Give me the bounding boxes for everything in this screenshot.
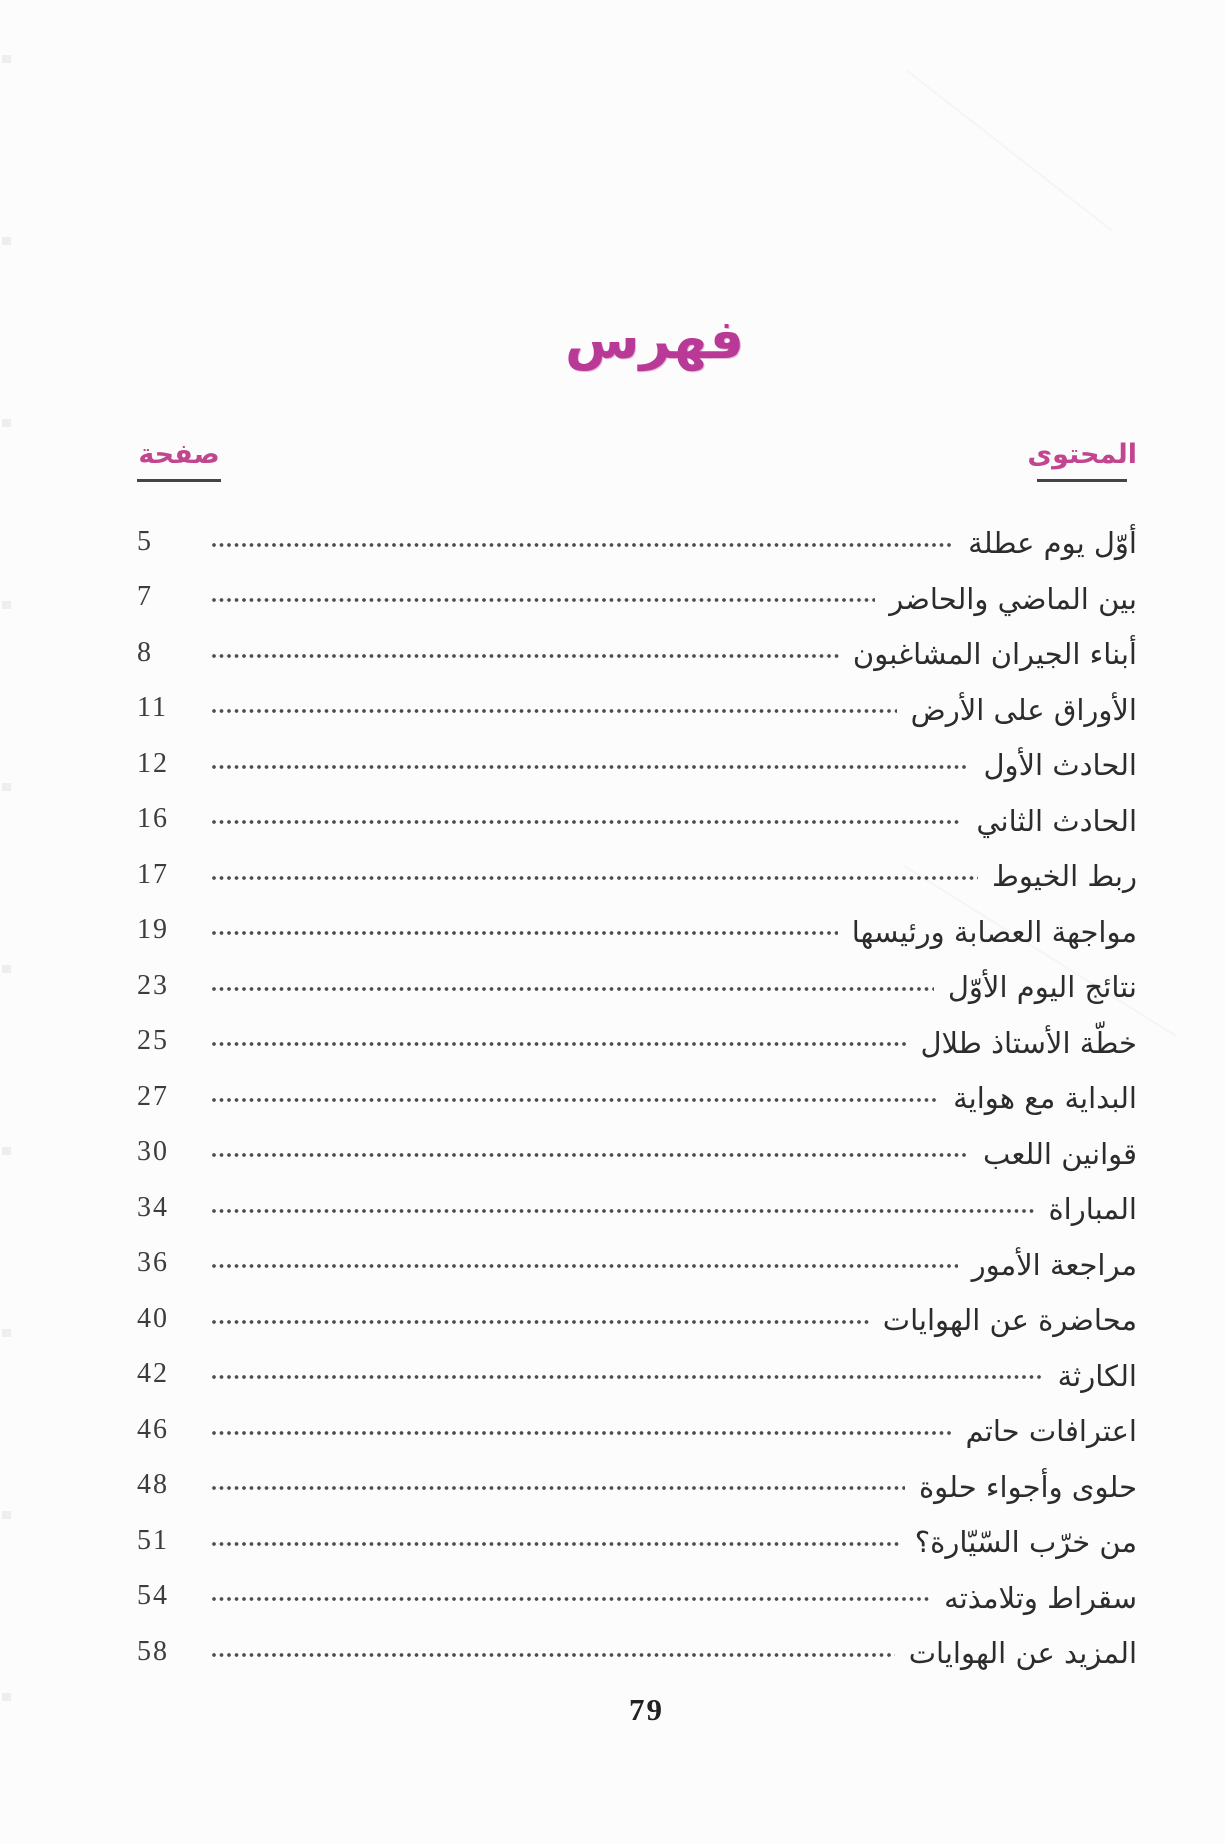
toc-entry [137,1394,1137,1450]
toc-entry [137,1561,1137,1617]
toc-entry [137,1505,1137,1561]
toc-leader-dots [211,1040,906,1048]
toc-entry [137,506,1137,562]
toc-entry-title: مراجعة الأمور [971,1247,1137,1282]
toc-leader-dots [211,1429,951,1437]
toc-entry-title: من خرّب السّيّارة؟ [914,1525,1137,1560]
toc-list [137,506,1137,1672]
toc-entry-page-number: 42 [137,1358,169,1389]
toc-entry-page-number: 58 [137,1635,169,1667]
toc-entry-page-number: 5 [137,525,153,557]
toc-entry-title: محاضرة عن الهوايات [882,1303,1137,1338]
toc-entry [137,1006,1137,1062]
toc-entry-title: الحادث الأول [983,748,1137,783]
toc-entry-page-number: 7 [137,581,153,612]
toc-entry [137,728,1137,784]
toc-leader-dots [211,818,962,826]
folio [0,1692,1225,1728]
toc-leader-dots [211,596,875,604]
toc-entry [137,673,1137,729]
toc-leader-dots [211,1373,1044,1381]
toc-entry [137,1616,1137,1672]
toc-entry-page-number: 46 [137,1413,169,1445]
toc-entry-page-number: 40 [137,1302,169,1334]
folio-number: 79 [629,1692,664,1727]
content-column-header [1027,440,1137,482]
toc-entry [137,839,1137,895]
toc-entry-title: المباراة [1048,1192,1137,1227]
page-column-underline [137,479,221,482]
toc-entry-title: المزيد عن الهوايات [908,1636,1137,1671]
toc-entry-page-number: 48 [137,1469,169,1500]
toc-entry [137,1450,1137,1506]
toc-entry-title: بين الماضي والحاضر [889,581,1137,616]
toc-entry-title: حلوى وأجواء حلوة [918,1469,1137,1504]
toc-column-headers [137,440,1137,482]
toc-entry [137,950,1137,1006]
toc-entry-title: خطّة الأستاذ طلال [920,1025,1137,1060]
toc-entry-page-number: 12 [137,747,169,779]
content-column-label: المحتوى [1027,439,1137,470]
toc-entry-title: الأوراق على الأرض [910,692,1137,727]
toc-entry-title: نتائج اليوم الأوّل [947,970,1137,1005]
toc-entry-title: الحادث الثاني [976,803,1137,838]
toc-entry-page-number: 34 [137,1191,169,1223]
toc-leader-dots [211,1540,901,1548]
toc-entry-title: الكارثة [1057,1358,1137,1393]
toc-heading [0,308,1225,371]
toc-entry-page-number: 25 [137,1025,169,1056]
page-column-label: صفحة [138,439,220,470]
toc-leader-dots [211,1484,905,1492]
toc-leader-dots [211,763,969,771]
toc-entry [137,1339,1137,1395]
toc-entry [137,1117,1137,1173]
toc-leader-dots [211,1595,930,1603]
toc-leader-dots [211,1262,958,1270]
toc-entry [137,1283,1137,1339]
toc-leader-dots [211,707,897,715]
toc-leader-dots [211,874,978,882]
toc-entry [137,784,1137,840]
toc-entry-page-number: 51 [137,1524,169,1556]
toc-entry [137,895,1137,951]
toc-entry [137,617,1137,673]
toc-leader-dots [211,1651,895,1659]
toc-entry-title: البداية مع هواية [953,1081,1137,1116]
toc-entry-page-number: 11 [137,692,168,723]
toc-entry-title: قوانين اللعب [983,1136,1137,1171]
toc-heading-text: فهرس [564,308,745,371]
toc-entry-page-number: 8 [137,636,153,668]
toc-entry-title: مواجهة العصابة ورئيسها [851,914,1137,949]
toc-entry-title: أوّل يوم عطلة [968,526,1137,561]
toc-leader-dots [211,1096,939,1104]
toc-entry-page-number: 27 [137,1080,169,1112]
toc-entry-title: اعترافات حاتم [965,1414,1137,1449]
toc-leader-dots [211,1151,969,1159]
toc-entry-page-number: 30 [137,1136,169,1167]
page-column-header [137,440,221,482]
toc-entry [137,1061,1137,1117]
toc-entry-title: سقراط وتلامذته [944,1580,1137,1615]
toc-entry-page-number: 17 [137,858,169,890]
toc-entry [137,1172,1137,1228]
toc-entry-page-number: 19 [137,914,169,945]
toc-leader-dots [211,1318,869,1326]
toc-leader-dots [211,652,839,660]
toc-leader-dots [211,929,838,937]
toc-entry [137,562,1137,618]
toc-entry-page-number: 54 [137,1580,169,1611]
toc-entry-page-number: 36 [137,1247,169,1278]
toc-entry-page-number: 23 [137,969,169,1001]
content-column-underline [1037,479,1127,482]
scan-streak [907,70,1113,232]
toc-leader-dots [211,985,934,993]
toc-leader-dots [211,541,954,549]
toc-entry-page-number: 16 [137,803,169,834]
toc-entry [137,1228,1137,1284]
toc-leader-dots [211,1207,1034,1215]
toc-entry-title: أبناء الجيران المشاغبون [852,637,1137,672]
toc-entry-title: ربط الخيوط [992,859,1137,894]
